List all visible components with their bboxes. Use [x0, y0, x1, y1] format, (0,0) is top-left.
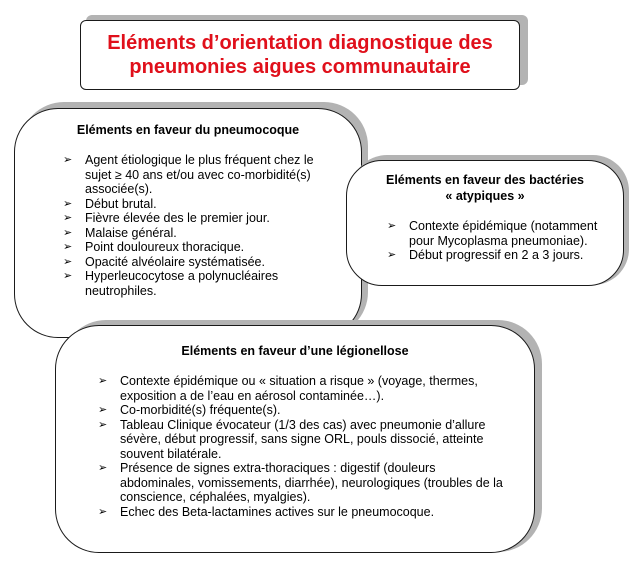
arrow-bullet-icon: ➢ — [98, 375, 108, 387]
list-item: ➢ Hyperleucocytose a polynucléaires neutrophiles. — [63, 269, 279, 298]
arrow-bullet-icon: ➢ — [63, 270, 73, 282]
arrow-bullet-icon: ➢ — [63, 197, 73, 210]
arrow-bullet-icon: ➢ — [63, 212, 73, 224]
legionellose-heading: Eléments en faveur d’une légionellose — [181, 344, 409, 358]
pneumocoque-heading: Eléments en faveur du pneumocoque — [76, 123, 300, 137]
arrow-bullet-icon: ➢ — [63, 154, 73, 166]
list-item: ➢ Co-morbidité(s) fréquente(s). — [98, 403, 281, 417]
list-item: ➢ Echec des Beta-lactamines actives sur le pneumocoque. — [98, 504, 435, 519]
arrow-bullet-icon: ➢ — [387, 249, 397, 261]
atypiques-box — [346, 160, 624, 286]
arrow-bullet-icon: ➢ — [387, 220, 397, 232]
list-item: ➢ Fièvre élevée des le premier jour. — [63, 211, 270, 225]
pneumocoque-list — [63, 153, 333, 298]
list-item: ➢ Contexte épidémique (notamment pour Mycoplasma pneumoniae). — [387, 219, 598, 248]
list-item: ➢ Début progressif en 2 a 3 jours. — [387, 248, 584, 262]
pneumocoque-box — [14, 108, 362, 338]
atypiques-heading-line-2: « atypiques » — [445, 189, 525, 203]
arrow-bullet-icon: ➢ — [63, 226, 73, 239]
atypiques-heading-line-1: Eléments en faveur des bactéries — [385, 173, 584, 187]
arrow-bullet-icon: ➢ — [98, 418, 108, 431]
title-box — [80, 20, 520, 90]
arrow-bullet-icon: ➢ — [98, 462, 108, 474]
arrow-bullet-icon: ➢ — [63, 255, 73, 268]
list-item: ➢ Malaise général. — [63, 225, 177, 240]
list-item: ➢ Présence de signes extra-thoraciques : digestif (douleurs abdominales, vomissements, diarrhée), neurologiques (troubles de la conscience, céphalées, myalgies). — [98, 461, 503, 504]
list-item: ➢ Contexte épidémique ou « situation a risque » (voyage, thermes, exposition a de l’eau en aérosol contaminée…). — [98, 374, 478, 403]
title-line-2: pneumonies aigues communautaire — [129, 56, 471, 78]
list-item: ➢ Opacité alvéolaire systématisée. — [63, 254, 265, 269]
arrow-bullet-icon: ➢ — [98, 505, 108, 518]
list-item: ➢ Début brutal. — [63, 196, 157, 211]
arrow-bullet-icon: ➢ — [98, 404, 108, 416]
arrow-bullet-icon: ➢ — [63, 241, 73, 253]
legionellose-list — [98, 374, 508, 519]
list-item: ➢ Point douloureux thoracique. — [63, 240, 245, 254]
atypiques-list — [387, 219, 609, 263]
title-line-1: Eléments d’orientation diagnostique des — [107, 32, 493, 54]
list-item: ➢ Tableau Clinique évocateur (1/3 des cas) avec pneumonie d’allure sévère, début progressif, sans signe ORL, pouls dissocié, atteinte souvent bilatérale. — [98, 417, 486, 461]
list-item: ➢ Agent étiologique le plus fréquent chez le sujet ≥ 40 ans et/ou avec co-morbidité(s) associée(s). — [63, 153, 314, 196]
legionellose-box — [55, 325, 535, 553]
